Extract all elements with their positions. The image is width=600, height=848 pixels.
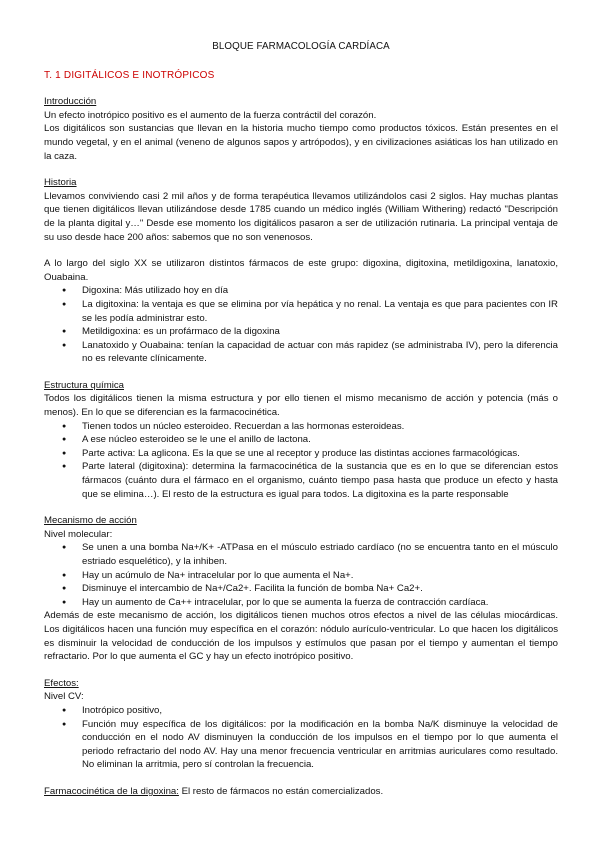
list-item: ● Hay un acúmulo de Na+ intracelular por lo que aumenta el Na+.	[82, 569, 558, 583]
efectos-subheading: Nivel CV:	[44, 691, 84, 703]
list-item: ● Inotrópico positivo,	[82, 704, 558, 718]
list-item: ● Parte activa: La aglicona. Es la que se une al receptor y produce las distintas acciones farmacológicas.	[82, 447, 558, 461]
historia-paragraph-1: Llevamos conviviendo casi 2 mil años y de forma terapéutica llevamos utilizándolos casi 2 siglos. Hay muchas plantas que tienen digitálicos llevan utilizándose desde 1785 cuando un médico inglés (William Withering) redactó "Descripción de la planta digital y…" Desde ese momento los digitálicos pasaron a ser de utilización rutinaria. La principal ventaja de su uso desde hace 200 años: sabemos que no son venenosos.	[44, 190, 558, 243]
list-item: ● Hay un aumento de Ca++ intracelular, por lo que se aumenta la fuerza de contracción cardíaca.	[82, 596, 558, 610]
historia-paragraph-2: A lo largo del siglo XX se utilizaron distintos fármacos de este grupo: digoxina, digitoxina, metildigoxina, lanatoxio, Ouabaina.	[44, 258, 558, 283]
efectos-heading: Efectos:	[44, 677, 79, 689]
farmacocinetica-heading: Farmacocinética de la digoxina:	[44, 785, 179, 797]
efectos-list	[44, 704, 558, 772]
list-item: ● Digoxina: Más utilizado hoy en día	[82, 284, 558, 298]
list-item: ● Tienen todos un núcleo esteroideo. Recuerdan a las hormonas esteroideas.	[82, 420, 558, 434]
mecanismo-list	[44, 541, 558, 609]
list-item: ● A ese núcleo esteroideo se le une el anillo de lactona.	[82, 433, 558, 447]
estructura-list	[44, 420, 558, 502]
mecanismo-subheading: Nivel molecular:	[44, 528, 113, 540]
document-title: BLOQUE FARMACOLOGÍA CARDÍACA	[212, 41, 390, 52]
intro-paragraph-2: Los digitálicos son sustancias que llevan en la historia mucho tiempo como productos tóxicos. Están presentes en el mundo vegetal, y en el animal (veneno de algunos sapos y artrópodos), y en civilizaciones asiáticas los han utilizado en la caza.	[44, 123, 558, 162]
list-item: ● Lanatoxido y Ouabaina: tenían la capacidad de actuar con más rapidez (se administraba IV), pero la diferencia no es relevante clínicamente.	[82, 339, 558, 366]
mecanismo-paragraph: Además de este mecanismo de acción, los digitálicos tienen muchos otros efectos a nivel de las células miocárdicas. Los digitálicos hacen una función muy específica en el corazón: nódulo aurículo-ventricular. Lo que hacen los digitálicos es disminuir la velocidad de conducción de los impulsos y estímulos que pasan por el tiempo y aumentan el tiempo refractario. Por lo que aumenta el GC y hay un efecto inotrópico positivo.	[44, 610, 558, 663]
estructura-paragraph: Todos los digitálicos tienen la misma estructura y por ello tienen el mismo mecanismo de acción y potencia (más o menos). En lo que se diferencian es la farmacocinética.	[44, 393, 558, 419]
list-item: ● Parte lateral (digitoxina): determina la farmacocinética de la sustancia que es en lo que se diferencian estos fármacos (cuánto dura el fármaco en el organismo, cuánto tiempo pasa hasta que produce un efecto y hasta que se elimina…). El resto de la estructura es igual para todos. La digitoxina es la parte responsable	[82, 460, 558, 501]
list-item: ● La digitoxina: la ventaja es que se elimina por vía hepática y no renal. La ventaja es que para pacientes con IR se les podía administrar esto.	[82, 298, 558, 325]
list-item: ● Disminuye el intercambio de Na+/Ca2+. Facilita la función de bomba Na+ Ca2+.	[82, 582, 558, 596]
section-title: T. 1 DIGITÁLICOS E INOTRÓPICOS	[44, 69, 215, 81]
spacer	[44, 772, 558, 785]
historia-heading: Historia	[44, 177, 77, 189]
farmacocinetica-line	[44, 785, 558, 799]
list-item: ● Metildigoxina: es un profármaco de la digoxina	[82, 325, 558, 339]
list-item: ● Se unen a una bomba Na+/K+ -ATPasa en el músculo estriado cardíaco (no se encuentra tanto en el músculo estriado esquelético), y la inhiben.	[82, 541, 558, 568]
estructura-heading: Estructura química	[44, 379, 124, 391]
document-page	[44, 40, 558, 799]
farmacocinetica-text: El resto de fármacos no están comercializados.	[178, 785, 384, 797]
mecanismo-heading: Mecanismo de acción	[44, 515, 137, 527]
intro-heading: Introducción	[44, 96, 97, 108]
list-item: ● Función muy específica de los digitálicos: por la modificación en la bomba Na/K disminuye la velocidad de conducción en el nodo AV disminuyen la conducción de los impulsos en el tiempo por lo que aumenta el periodo refractario del nodo AV. Hay una menor frecuencia ventricular en arritmias auriculares como resultado. No eliminan la arritmia, pero sí controlan la frecuencia.	[82, 718, 558, 772]
historia-list	[44, 284, 558, 366]
intro-paragraph-1: Un efecto inotrópico positivo es el aumento de la fuerza contráctil del corazón.	[44, 109, 377, 121]
spacer	[44, 244, 558, 257]
